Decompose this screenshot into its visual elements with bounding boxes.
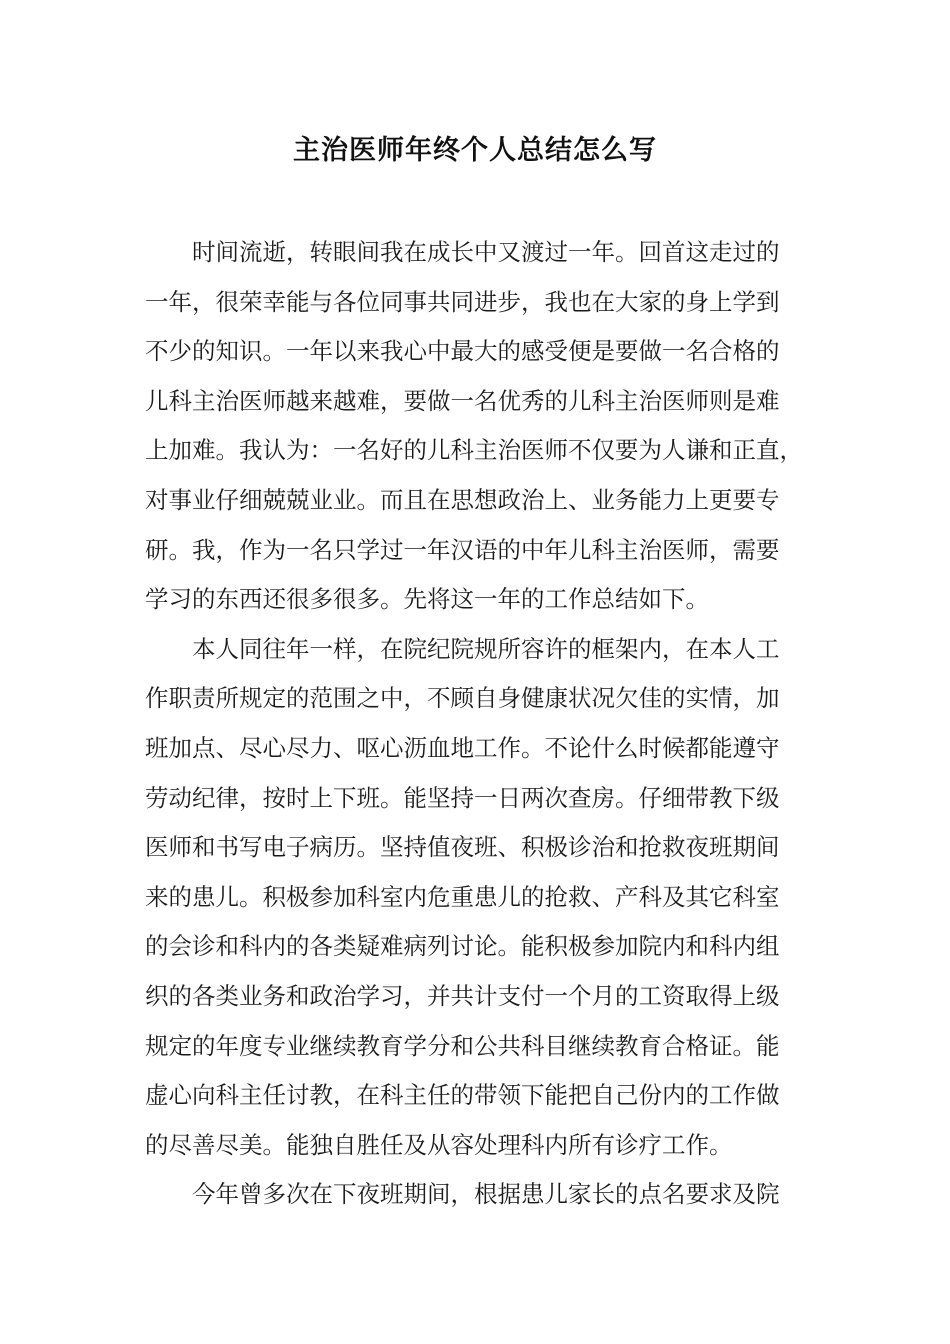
- paragraph-line: 织的各类业务和政治学习，并共计支付一个月的工资取得上级: [145, 981, 780, 1010]
- paragraph-line: 今年曾多次在下夜班期间，根据患儿家长的点名要求及院: [192, 1180, 780, 1209]
- paragraph-line: 的尽善尽美。能独自胜任及从容处理科内所有诊疗工作。: [145, 1130, 733, 1159]
- paragraph: [145, 625, 813, 1171]
- paragraph-line: 班加点、尽心尽力、呕心沥血地工作。不论什么时候都能遵守: [145, 733, 780, 762]
- document-title: 主治医师年终个人总结怎么写: [293, 135, 657, 166]
- paragraph-line: 研。我，作为一名只学过一年汉语的中年儿科主治医师，需要: [145, 535, 780, 564]
- paragraph-line: 学习的东西还很多很多。先将这一年的工作总结如下。: [145, 585, 709, 614]
- paragraph-line: 的会诊和科内的各类疑难病列讨论。能积极参加院内和科内组: [145, 932, 780, 961]
- paragraph-line: 来的患儿。积极参加科室内危重患儿的抢救、产科及其它科室: [145, 882, 780, 911]
- paragraph: [145, 1170, 813, 1220]
- paragraph-line: 上加难。我认为：一名好的儿科主治医师不仅要为人谦和正直，: [145, 436, 803, 465]
- paragraph-line: 时间流逝，转眼间我在成长中又渡过一年。回首这走过的: [192, 238, 780, 266]
- paragraph-line: 对事业仔细兢兢业业。而且在思想政治上、业务能力上更要专: [145, 485, 780, 514]
- paragraph-line: 作职责所规定的范围之中，不顾自身健康状况欠佳的实情，加: [145, 684, 780, 713]
- paragraph-line: 本人同往年一样，在院纪院规所容许的框架内，在本人工: [192, 634, 780, 663]
- paragraph-line: 规定的年度专业继续教育学分和公共科目继续教育合格证。能: [145, 1031, 780, 1060]
- document-body: [145, 228, 813, 1220]
- paragraph-line: 劳动纪律，按时上下班。能坚持一日两次查房。仔细带教下级: [145, 783, 780, 812]
- paragraph-line: 一年，很荣幸能与各位同事共同进步，我也在大家的身上学到: [145, 287, 780, 316]
- paragraph-line: 虚心向科主任讨教，在科主任的带领下能把自己份内的工作做: [145, 1081, 780, 1110]
- paragraph: [145, 228, 813, 625]
- paragraph-line: 医师和书写电子病历。坚持值夜班、积极诊治和抢救夜班期间: [145, 833, 780, 862]
- paragraph-line: 不少的知识。一年以来我心中最大的感受便是要做一名合格的: [145, 337, 780, 366]
- paragraph-line: 儿科主治医师越来越难，要做一名优秀的儿科主治医师则是难: [145, 386, 780, 415]
